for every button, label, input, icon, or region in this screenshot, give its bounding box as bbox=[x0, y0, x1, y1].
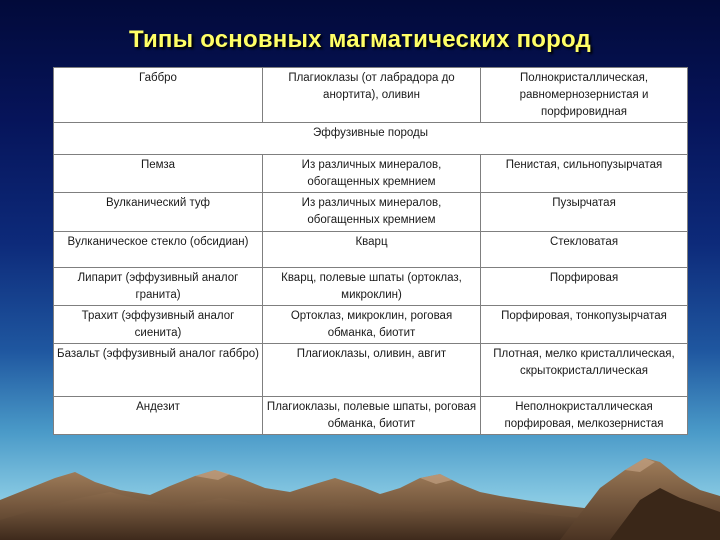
section-header-effusive: Эффузивные породы bbox=[54, 123, 688, 155]
texture-cell: Пузырчатая bbox=[481, 193, 688, 232]
table-row bbox=[54, 268, 688, 306]
section-row bbox=[54, 123, 688, 155]
rock-types-table bbox=[53, 67, 688, 435]
composition-cell: Плагиоклазы, оливин, авгит bbox=[263, 344, 481, 397]
texture-cell: Полнокристаллическая, равномернозернистая и порфировидная bbox=[481, 68, 688, 123]
rock-name-cell: Вулканический туф bbox=[54, 193, 263, 232]
composition-cell: Кварц bbox=[263, 232, 481, 268]
composition-cell: Плагиоклазы (от лабрадора до анортита), оливин bbox=[263, 68, 481, 123]
rock-name-cell: Андезит bbox=[54, 397, 263, 435]
texture-cell: Пенистая, сильнопузырчатая bbox=[481, 155, 688, 193]
composition-cell: Из различных минералов, обогащенных кремнием bbox=[263, 193, 481, 232]
table-row bbox=[54, 397, 688, 435]
composition-cell: Ортоклаз, микроклин, роговая обманка, биотит bbox=[263, 306, 481, 344]
slide-title: Типы основных магматических пород bbox=[129, 26, 591, 53]
composition-cell: Кварц, полевые шпаты (ортоклаз, микроклин) bbox=[263, 268, 481, 306]
texture-cell: Порфировая bbox=[481, 268, 688, 306]
table-row bbox=[54, 155, 688, 193]
composition-cell: Из различных минералов, обогащенных кремнием bbox=[263, 155, 481, 193]
rock-name-cell: Базальт (эффузивный аналог габбро) bbox=[54, 344, 263, 397]
table-row bbox=[54, 68, 688, 123]
composition-cell: Плагиоклазы, полевые шпаты, роговая обманка, биотит bbox=[263, 397, 481, 435]
texture-cell: Неполнокристаллическая порфировая, мелкозернистая bbox=[481, 397, 688, 435]
table-row bbox=[54, 232, 688, 268]
table-row bbox=[54, 344, 688, 397]
rock-name-cell: Габбро bbox=[54, 68, 263, 123]
rock-name-cell: Вулканическое стекло (обсидиан) bbox=[54, 232, 263, 268]
rock-name-cell: Пемза bbox=[54, 155, 263, 193]
texture-cell: Порфировая, тонкопузырчатая bbox=[481, 306, 688, 344]
rock-name-cell: Трахит (эффузивный аналог сиенита) bbox=[54, 306, 263, 344]
texture-cell: Плотная, мелко кристаллическая, скрытокристаллическая bbox=[481, 344, 688, 397]
rock-name-cell: Липарит (эффузивный аналог гранита) bbox=[54, 268, 263, 306]
table-row bbox=[54, 306, 688, 344]
table-row bbox=[54, 193, 688, 232]
texture-cell: Стекловатая bbox=[481, 232, 688, 268]
